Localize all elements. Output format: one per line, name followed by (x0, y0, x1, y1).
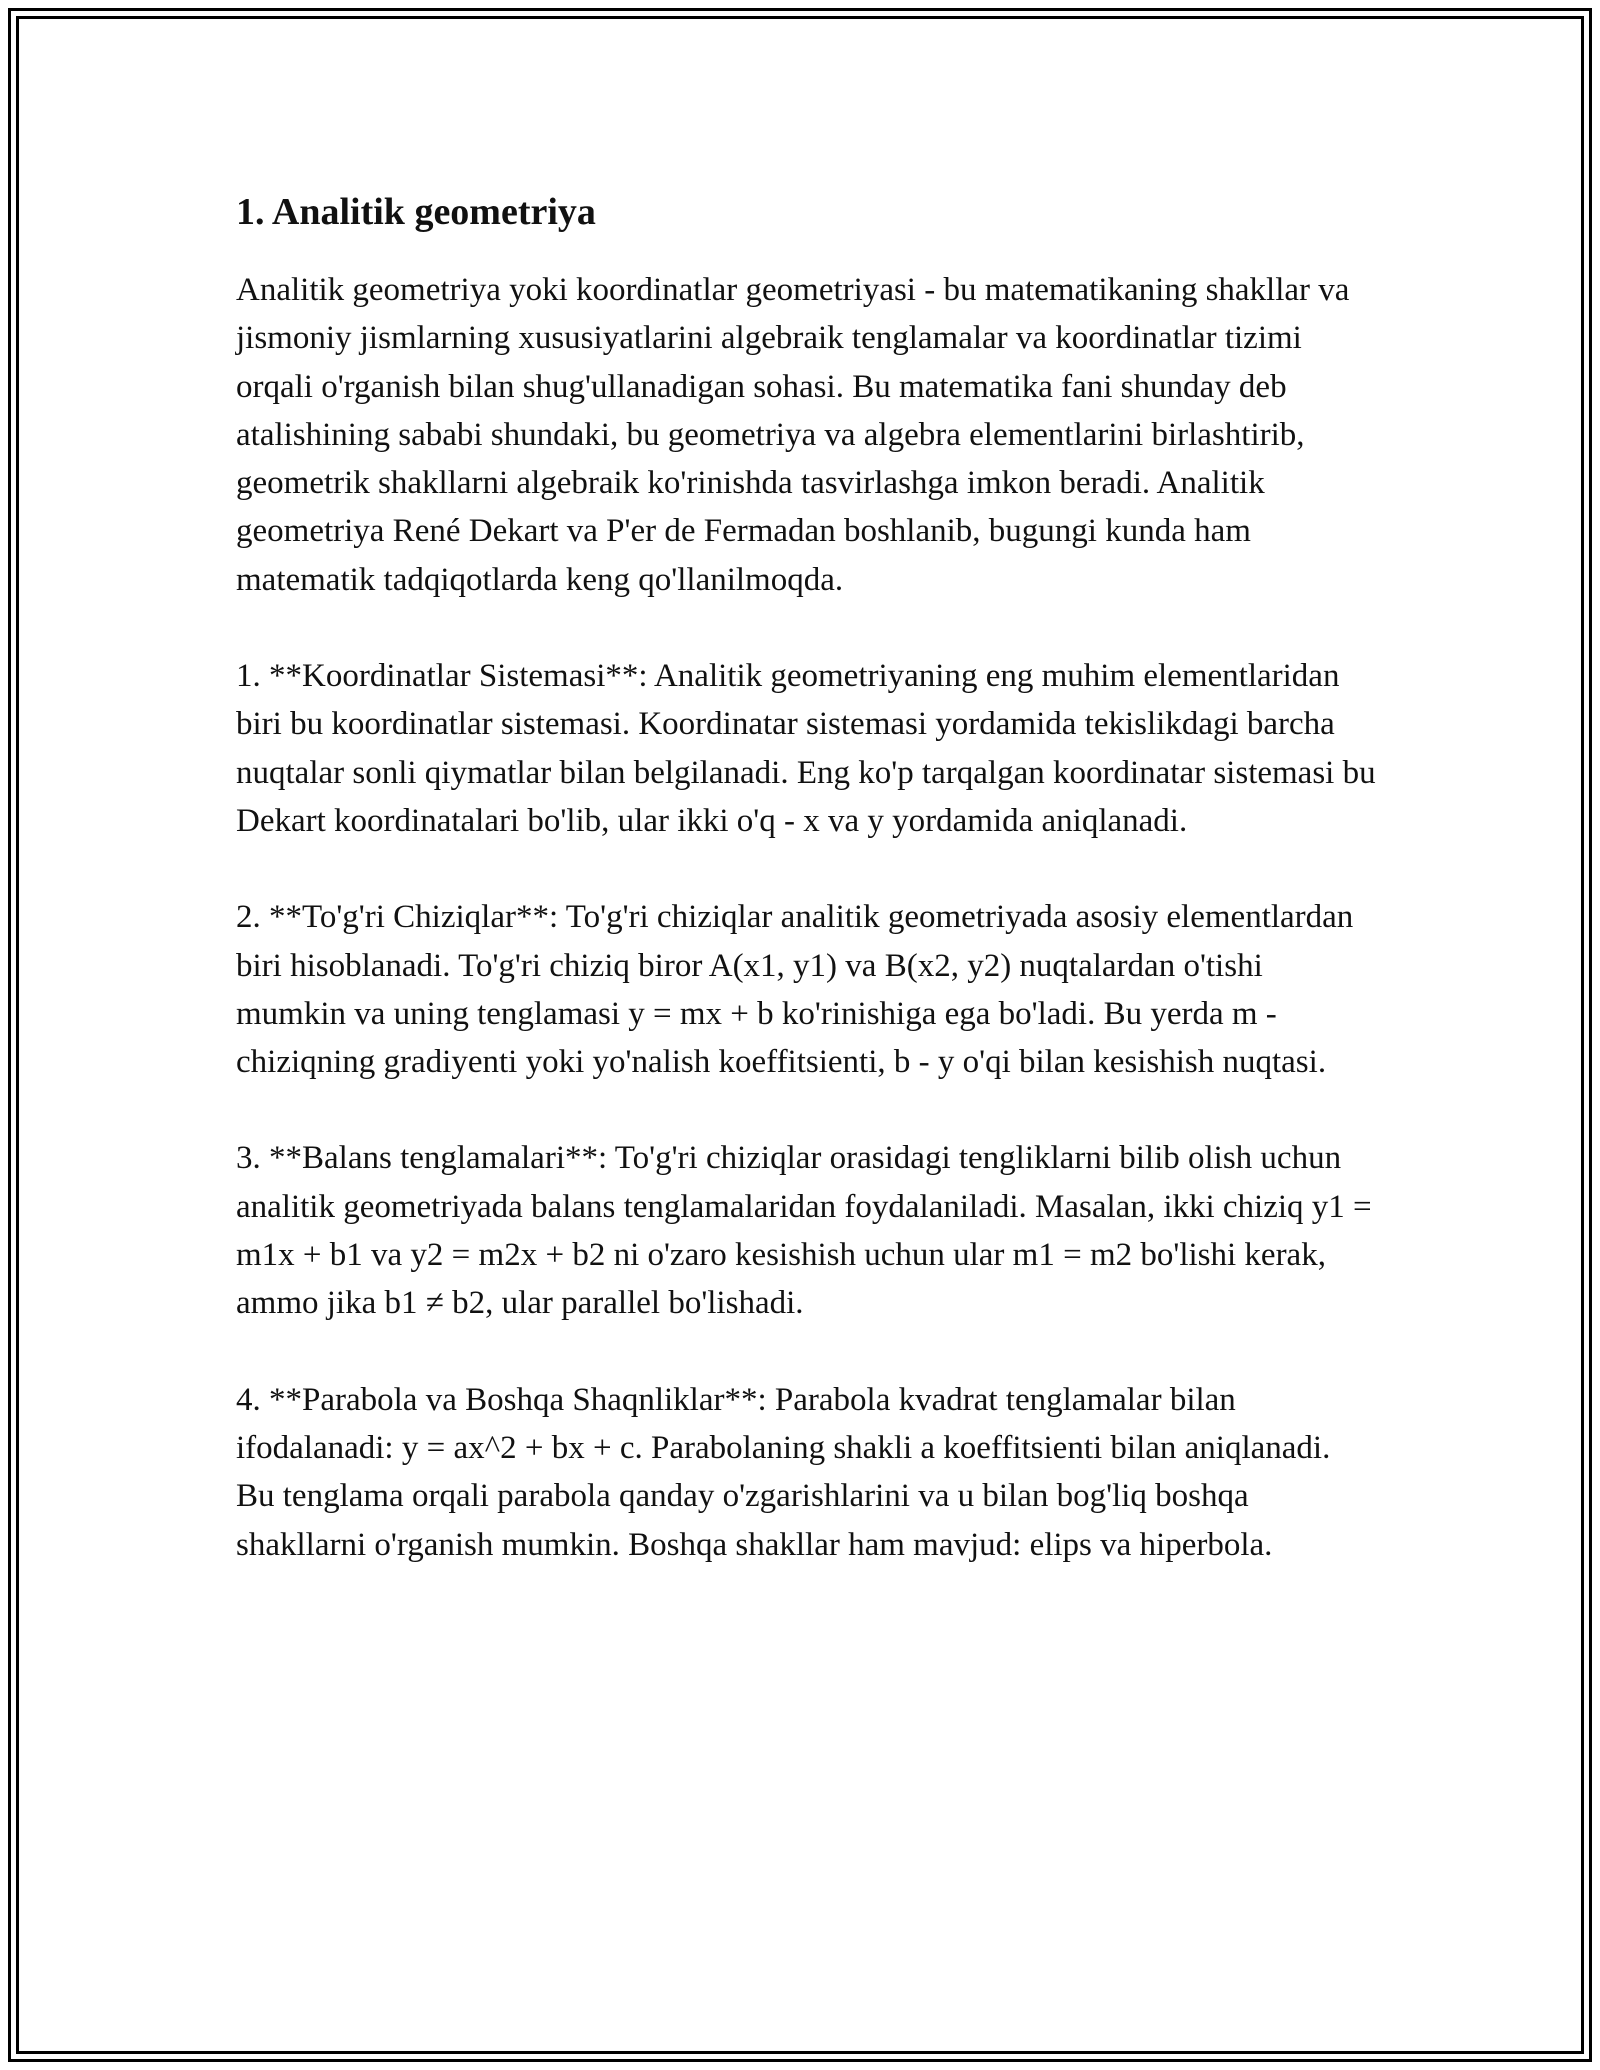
section-coordinate-system: 1. **Koordinatlar Sistemasi**: Analitik geometriyaning eng muhim elementlaridan biri bu koordinatlar sistemasi. Koordinatar sistemasi yordamida tekislikdagi barcha nuqtalar sonli qiymatlar bilan belgilanadi. Eng ko'p tarqalgan koordinatar sistemasi bu Dekart koordinatalari bo'lib, ular ikki o'q - x va y yordamida aniqlanadi. (236, 658, 1376, 839)
document-body (236, 186, 1376, 1569)
intro-paragraph: Analitik geometriya yoki koordinatlar geometriyasi - bu matematikaning shakllar va jismoniy jismlarning xususiyatlarini algebraik tenglamalar va koordinatlar tizimi orqali o'rganish bilan shug'ullanadigan sohasi. Bu matematika fani shunday deb atalishining sababi shundaki, bu geometriya va algebra elementlarini birlashtirib, geometrik shakllarni algebraik ko'rinishda tasvirlashga imkon beradi. Analitik geometriya René Dekart va P'er de Fermadan boshlanib, bugungi kunda ham matematik tadqiqotlarda keng qo'llanilmoqda. (236, 272, 1350, 598)
document-title: 1. Analitik geometriya (236, 191, 596, 233)
section-straight-lines: 2. **To'g'ri Chiziqlar**: To'g'ri chiziqlar analitik geometriyada asosiy elementlardan biri hisoblanadi. To'g'ri chiziq biror A(x1, y1) va B(x2, y2) nuqtalardan o'tishi mumkin va uning tenglamasi y = mx + b ko'rinishiga ega bo'ladi. Bu yerda m - chiziqning gradiyenti yoki yo'nalish koeffitsienti, b - y o'qi bilan kesishish nuqtasi. (236, 899, 1354, 1081)
section-parabola-and-shapes: 4. **Parabola va Boshqa Shaqnliklar**: Parabola kvadrat tenglamalar bilan ifodalanadi: y = ax^2 + bx + c. Parabolaning shakli a koeffitsienti bilan aniqlanadi. Bu tenglama orqali parabola qanday o'zgarishlarini va u bilan bog'liq boshqa shakllarni o'rganish mumkin. Boshqa shakllar ham mavjud: elips va hiperbola. (236, 1381, 1331, 1563)
section-balance-equations: 3. **Balans tenglamalari**: To'g'ri chiziqlar orasidagi tengliklarni bilib olish uchun analitik geometriyada balans tenglamalaridan foydalaniladi. Masalan, ikki chiziq y1 = m1x + b1 va y2 = m2x + b2 ni o'zaro kesishish uchun ular m1 = m2 bo'lishi kerak, ammo jika b1 ≠ b2, ular parallel bo'lishadi. (236, 1140, 1372, 1322)
